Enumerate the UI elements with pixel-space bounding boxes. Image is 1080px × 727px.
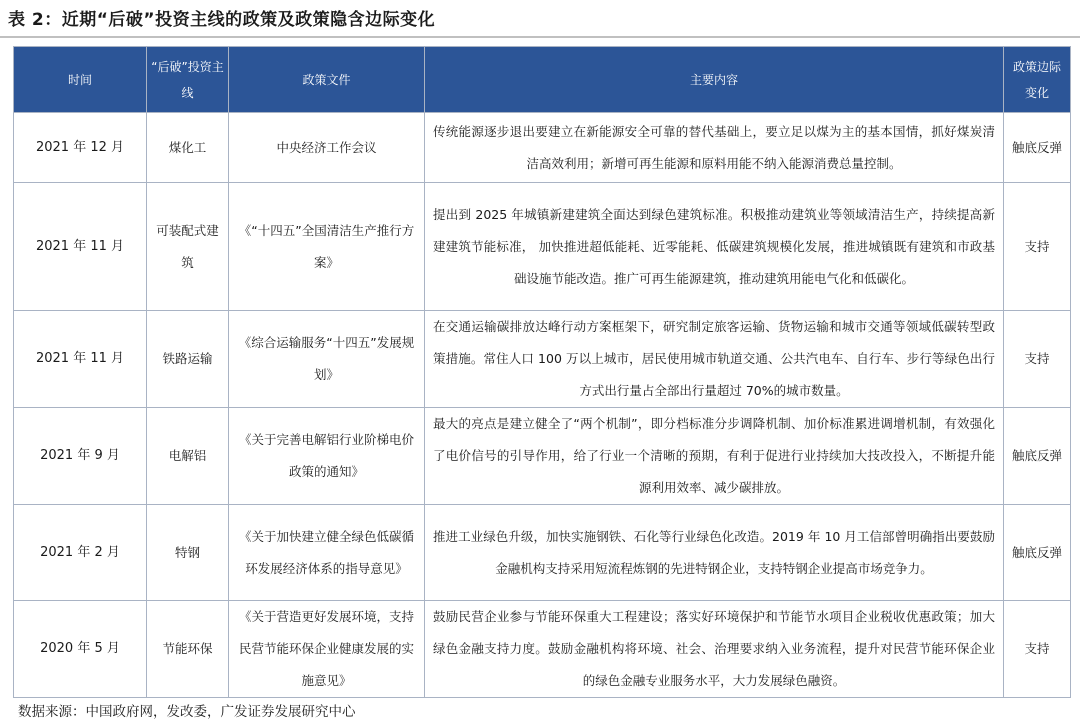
row-marginal-change: 触底反弹 bbox=[1004, 505, 1071, 601]
row-investment-line: 煤化工 bbox=[147, 113, 229, 183]
row-policy-document: 《综合运输服务“十四五”发展规划》 bbox=[229, 311, 425, 408]
header-main-content: 主要内容 bbox=[425, 47, 1004, 113]
row-date: 2021 年 2 月 bbox=[14, 505, 147, 601]
row-date: 2021 年 11 月 bbox=[14, 183, 147, 311]
table-row bbox=[14, 408, 1071, 505]
row-main-content: 推进工业绿色升级，加快实施钢铁、石化等行业绿色化改造。2019 年 10 月工信部曾明确指出要鼓励金融机构支持采用短流程炼钢的先进特钢企业，支持特钢企业提高市场竞争力。 bbox=[425, 505, 1004, 601]
table-row bbox=[14, 183, 1071, 311]
row-policy-document: 《关于加快建立健全绿色低碳循环发展经济体系的指导意见》 bbox=[229, 505, 425, 601]
header-investment-line: “后破”投资主线 bbox=[147, 47, 229, 113]
row-date: 2020 年 5 月 bbox=[14, 601, 147, 698]
row-investment-line: 节能环保 bbox=[147, 601, 229, 698]
table-title: 表 2：近期“后破”投资主线的政策及政策隐含边际变化 bbox=[8, 10, 436, 30]
row-marginal-change: 支持 bbox=[1004, 311, 1071, 408]
header-policy-document: 政策文件 bbox=[229, 47, 425, 113]
policy-table bbox=[13, 46, 1071, 698]
row-investment-line: 特钢 bbox=[147, 505, 229, 601]
table-row bbox=[14, 601, 1071, 698]
row-main-content: 在交通运输碳排放达峰行动方案框架下，研究制定旅客运输、货物运输和城市交通等领域低碳转型政策措施。常住人口 100 万以上城市，居民使用城市轨道交通、公共汽电车、自行车、步行等绿色出行方式出行量占全部出行量超过 70%的城市数量。 bbox=[425, 311, 1004, 408]
header-time: 时间 bbox=[14, 47, 147, 113]
title-divider bbox=[0, 36, 1080, 38]
row-date: 2021 年 11 月 bbox=[14, 311, 147, 408]
table-header-row bbox=[14, 47, 1071, 113]
row-marginal-change: 触底反弹 bbox=[1004, 113, 1071, 183]
row-policy-document: 《“十四五”全国清洁生产推行方案》 bbox=[229, 183, 425, 311]
row-investment-line: 铁路运输 bbox=[147, 311, 229, 408]
row-policy-document: 《关于营造更好发展环境，支持民营节能环保企业健康发展的实施意见》 bbox=[229, 601, 425, 698]
row-marginal-change: 支持 bbox=[1004, 601, 1071, 698]
row-investment-line: 电解铝 bbox=[147, 408, 229, 505]
row-policy-document: 中央经济工作会议 bbox=[229, 113, 425, 183]
table-row bbox=[14, 311, 1071, 408]
row-main-content: 最大的亮点是建立健全了“两个机制”，即分档标准分步调降机制、加价标准累进调增机制，有效强化了电价信号的引导作用，给了行业一个清晰的预期，有利于促进行业持续加大技改投入，不断提升能源利用效率、减少碳排放。 bbox=[425, 408, 1004, 505]
row-main-content: 鼓励民营企业参与节能环保重大工程建设；落实好环境保护和节能节水项目企业税收优惠政策；加大绿色金融支持力度。鼓励金融机构将环境、社会、治理要求纳入业务流程，提升对民营节能环保企业的绿色金融专业服务水平，大力发展绿色融资。 bbox=[425, 601, 1004, 698]
row-date: 2021 年 12 月 bbox=[14, 113, 147, 183]
table-row bbox=[14, 113, 1071, 183]
data-source-note: 数据来源：中国政府网，发改委，广发证券发展研究中心 bbox=[18, 704, 356, 720]
table-row bbox=[14, 505, 1071, 601]
row-date: 2021 年 9 月 bbox=[14, 408, 147, 505]
row-main-content: 提出到 2025 年城镇新建建筑全面达到绿色建筑标准。积极推动建筑业等领域清洁生产，持续提高新建建筑节能标准， 加快推进超低能耗、近零能耗、低碳建筑规模化发展，推进城镇既有建筑和市政基础设施节能改造。推广可再生能源建筑，推动建筑用能电气化和低碳化。 bbox=[425, 183, 1004, 311]
row-investment-line: 可装配式建筑 bbox=[147, 183, 229, 311]
row-main-content: 传统能源逐步退出要建立在新能源安全可靠的替代基础上，要立足以煤为主的基本国情，抓好煤炭清洁高效利用；新增可再生能源和原料用能不纳入能源消费总量控制。 bbox=[425, 113, 1004, 183]
row-policy-document: 《关于完善电解铝行业阶梯电价政策的通知》 bbox=[229, 408, 425, 505]
row-marginal-change: 触底反弹 bbox=[1004, 408, 1071, 505]
row-marginal-change: 支持 bbox=[1004, 183, 1071, 311]
header-marginal-change: 政策边际变化 bbox=[1004, 47, 1071, 113]
